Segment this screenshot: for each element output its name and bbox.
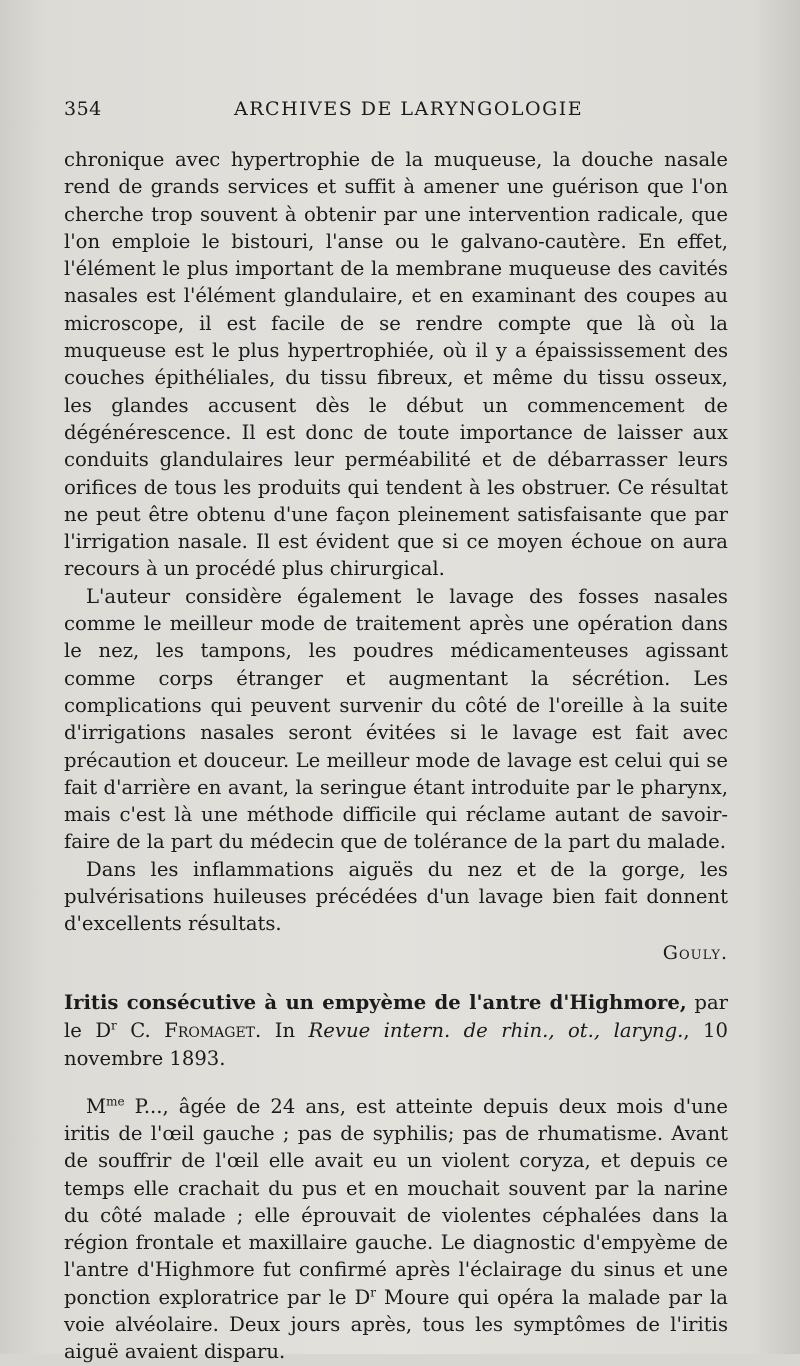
article2-body-part1: P..., âgée de 24 ans, est atteinte depuis deux mois d'une iritis de l'œil gauche ; pas de syphilis; pas de rhumatisme. Avant de souffrir de l'œil elle avait eu un violent coryza, et depuis ce temps elle crachait du pus et en mouchait souvent par la narine du côté malade ; elle éprouvait de violentes céphalées dans la région frontale et maxillaire gauche. Le diagnostic d'empyème de l'antre d'Highmore fut confirmé après l'éclairage du sinus et une ponction exploratrice par le D (64, 1094, 728, 1309)
article2-title: Iritis consécutive à un empyème de l'antre d'Highmore, (64, 990, 687, 1014)
article2-body-start-sup: me (106, 1094, 125, 1109)
article2-body-sup2: r (370, 1285, 376, 1300)
article2-body (64, 1093, 728, 1366)
article1-signature: Gouly. (662, 941, 728, 964)
article2-author: Fromaget (164, 1018, 256, 1042)
article1-paragraph-1: chronique avec hypertrophie de la muqueuse, la douche nasale rend de grands services et suffit à amener une guérison que l'on cherche trop souvent à obtenir par une intervention radicale, que l'on emploie le bistouri, l'anse ou le galvano-cautère. En effet, l'élément le plus important de la membrane muqueuse des cavités nasales est l'élément glandulaire, et en examinant des coupes au microscope, il est facile de se rendre compte que là où la muqueuse est le plus hypertrophiée, où il y a épaississement des couches épithéliales, du tissu fibreux, et même du tissu osseux, les glandes accusent dès le début un commencement de dégénérescence. Il est donc de toute importance de laisser aux conduits glandulaires leur perméabilité et de débarrasser leurs orifices de tous les produits qui tendent à les obstruer. Ce résultat ne peut être obtenu d'une façon pleinement satisfaisante que par l'irrigation nasale. Il est évident que si ce moyen échoue on aura recours à un procédé plus chirurgical. (64, 148, 728, 581)
article2-in: . In (255, 1018, 309, 1042)
article2-journal: Revue intern. de rhin., ot., laryng. (308, 1018, 684, 1042)
article1-paragraph-3: Dans les inflammations aiguës du nez et de la gorge, les pulvérisations huileuses précédées d'un lavage bien fait donnent d'excellents résultats. (64, 857, 728, 936)
running-title: ARCHIVES DE LARYNGOLOGIE (234, 98, 584, 120)
running-header (64, 98, 728, 120)
article2-by-sup: r (111, 1018, 117, 1033)
article2-body-start: M (86, 1094, 107, 1118)
article1-paragraph-2: L'auteur considère également le lavage des fosses nasales comme le meilleur mode de traitement après une opération dans le nez, les tampons, les poudres médicamenteuses agissant comme corps étranger et augmentant la sécrétion. Les complications qui peuvent survenir du côté de l'oreille à la suite d'irrigations nasales seront évitées si le lavage est fait avec précaution et douceur. Le meilleur mode de lavage est celui qui se fait d'arrière en avant, la seringue étant introduite par le pharynx, mais c'est là une méthode difficile qui réclame autant de savoir-faire de la part du médecin que de tolérance de la part du malade. (64, 584, 728, 854)
article2-body-part2: Moure qui opéra la malade par la voie alvéolaire. Deux jours après, tous les symptômes de l'iritis aiguë avaient disparu. (64, 1285, 728, 1364)
article2-date: , 10 novembre 1893. (64, 1018, 728, 1070)
page-number: 354 (64, 98, 102, 120)
article2-author-initial: C. (116, 1018, 165, 1042)
article2-reference-title (64, 989, 728, 1073)
article2-by: par le D (64, 990, 728, 1042)
